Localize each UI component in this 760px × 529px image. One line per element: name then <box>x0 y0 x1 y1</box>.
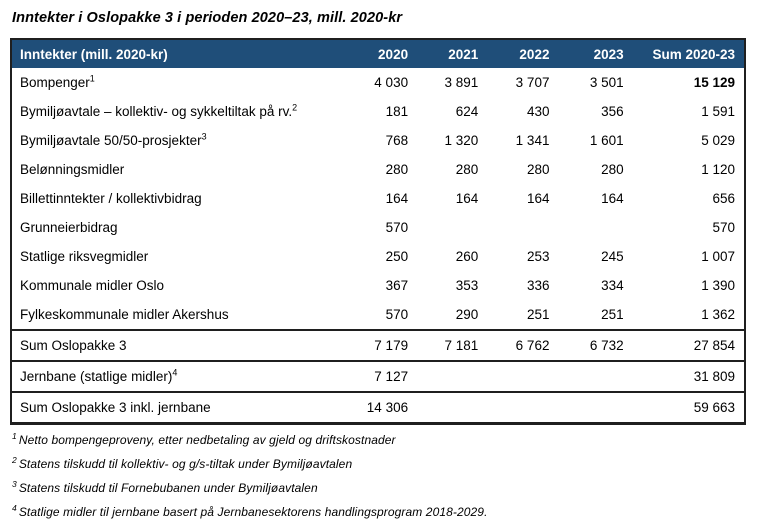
table-row <box>11 300 745 330</box>
footnote-marker: 4 <box>172 367 178 377</box>
value-cell: 253 <box>526 248 550 264</box>
value-cell <box>417 392 487 424</box>
footnote-number: 4 <box>12 503 17 513</box>
header-cell-inntekter: Inntekter (mill. 2020-kr) <box>11 39 356 68</box>
header-cell-2021: 2021 <box>417 39 487 68</box>
row-label: Kommunale midler Oslo <box>20 277 165 293</box>
value-cell: 27 854 <box>633 330 745 361</box>
footnote-line <box>12 505 760 519</box>
value-cell: 1 591 <box>701 103 735 119</box>
value-cell: 1 362 <box>701 306 735 322</box>
footnote-text: Statens tilskudd til Fornebubanen under Bymiljøavtalen <box>18 481 318 495</box>
value-cell: 280 <box>455 161 479 177</box>
table-row <box>11 68 745 97</box>
value-cell: 3 501 <box>589 74 624 90</box>
table-row <box>11 126 745 155</box>
header-cell-2020: 2020 <box>356 39 417 68</box>
value-cell: 260 <box>455 248 479 264</box>
row-label: Sum Oslopakke 3 inkl. jernbane <box>11 392 356 424</box>
value-cell: 353 <box>455 277 479 293</box>
table-row <box>11 271 745 300</box>
value-cell <box>558 361 632 392</box>
value-cell: 570 <box>712 219 735 235</box>
value-cell: 356 <box>601 103 624 119</box>
value-cell: 280 <box>601 161 624 177</box>
value-cell: 336 <box>526 277 550 293</box>
footnote-number: 2 <box>12 455 17 465</box>
row-label: Belønningsmidler <box>20 161 125 177</box>
value-cell: 280 <box>385 161 409 177</box>
table-row <box>11 155 745 184</box>
footnote-number: 3 <box>12 479 17 489</box>
value-cell <box>417 361 487 392</box>
value-cell: 164 <box>385 190 409 206</box>
value-cell: 1 320 <box>444 132 479 148</box>
value-cell: 367 <box>385 277 409 293</box>
table-row <box>11 242 745 271</box>
value-cell <box>558 213 632 242</box>
value-cell: 1 341 <box>515 132 550 148</box>
row-label: Fylkeskommunale midler Akershus <box>20 306 229 322</box>
footnote-marker: 3 <box>201 131 207 141</box>
value-cell: 14 306 <box>356 392 417 424</box>
table-row <box>11 330 745 361</box>
row-label: Bompenger$^1$ <box>20 73 95 90</box>
value-cell: 7 127 <box>356 361 417 392</box>
row-label: Jernbane (statlige midler)$^4$ <box>11 361 356 392</box>
table-row <box>11 361 745 392</box>
value-cell: 334 <box>601 277 624 293</box>
value-cell: 245 <box>601 248 624 264</box>
footnote-line <box>12 481 760 495</box>
row-label: Billettinntekter / kollektivbidrag <box>20 190 202 206</box>
table-row <box>11 184 745 213</box>
table-row <box>11 213 745 242</box>
value-cell: 250 <box>385 248 409 264</box>
value-cell: 31 809 <box>633 361 745 392</box>
value-cell: 181 <box>385 103 409 119</box>
value-cell <box>487 392 558 424</box>
value-cell: 570 <box>385 219 409 235</box>
row-label: Grunneierbidrag <box>20 219 118 235</box>
value-cell: 6 732 <box>558 330 632 361</box>
row-label: Bymiljøavtale – kollektiv- og sykkeltiltak på rv.$^2$ <box>20 102 298 119</box>
header-cell-sum-2020-23: Sum 2020-23 <box>633 39 745 68</box>
value-cell: 59 663 <box>633 392 745 424</box>
value-cell <box>487 213 558 242</box>
table-row <box>11 97 745 126</box>
value-cell: 624 <box>455 103 479 119</box>
footnote-text: Statens tilskudd til kollektiv- og g/s-tiltak under Bymiljøavtalen <box>18 457 353 471</box>
value-cell: 3 891 <box>444 74 479 90</box>
revenue-table <box>10 38 746 425</box>
row-label: Statlige riksvegmidler <box>20 248 149 264</box>
value-cell: 15 129 <box>693 74 735 90</box>
value-cell: 7 181 <box>417 330 487 361</box>
value-cell <box>558 392 632 424</box>
value-cell: 7 179 <box>356 330 417 361</box>
page-title: Inntekter i Oslopakke 3 i perioden 2020–23, mill. 2020-kr <box>12 10 403 26</box>
table-header-row <box>11 39 745 68</box>
revenue-table-body <box>11 68 745 424</box>
value-cell: 164 <box>455 190 479 206</box>
header-cell-2023: 2023 <box>558 39 632 68</box>
value-cell: 4 030 <box>374 74 409 90</box>
value-cell: 164 <box>601 190 624 206</box>
table-row <box>11 392 745 424</box>
value-cell: 290 <box>455 306 479 322</box>
footnote-marker: 2 <box>292 102 298 112</box>
value-cell: 6 762 <box>487 330 558 361</box>
footnote-line <box>12 457 760 471</box>
footnote-number: 1 <box>12 431 17 441</box>
value-cell: 164 <box>526 190 550 206</box>
value-cell: 280 <box>526 161 550 177</box>
footnote-text: Statlige midler til jernbane basert på Jernbanesektorens handlingsprogram 2018-2029. <box>18 505 488 519</box>
value-cell: 1 601 <box>589 132 624 148</box>
value-cell: 1 390 <box>701 277 735 293</box>
value-cell: 1 120 <box>701 161 735 177</box>
value-cell: 430 <box>526 103 550 119</box>
value-cell: 768 <box>385 132 409 148</box>
value-cell: 3 707 <box>515 74 550 90</box>
footnote-text: Netto bompengeproveny, etter nedbetaling av gjeld og driftskostnader <box>18 433 396 447</box>
footnotes <box>12 433 760 519</box>
value-cell <box>487 361 558 392</box>
value-cell: 251 <box>526 306 550 322</box>
footnote-line <box>12 433 760 447</box>
value-cell <box>417 213 487 242</box>
value-cell: 656 <box>712 190 735 206</box>
value-cell: 251 <box>601 306 624 322</box>
footnote-marker: 1 <box>89 73 95 83</box>
row-label: Sum Oslopakke 3 <box>11 330 356 361</box>
header-cell-2022: 2022 <box>487 39 558 68</box>
value-cell: 570 <box>385 306 409 322</box>
row-label: Bymiljøavtale 50/50-prosjekter$^3$ <box>20 131 207 148</box>
value-cell: 5 029 <box>701 132 735 148</box>
value-cell: 1 007 <box>701 248 735 264</box>
